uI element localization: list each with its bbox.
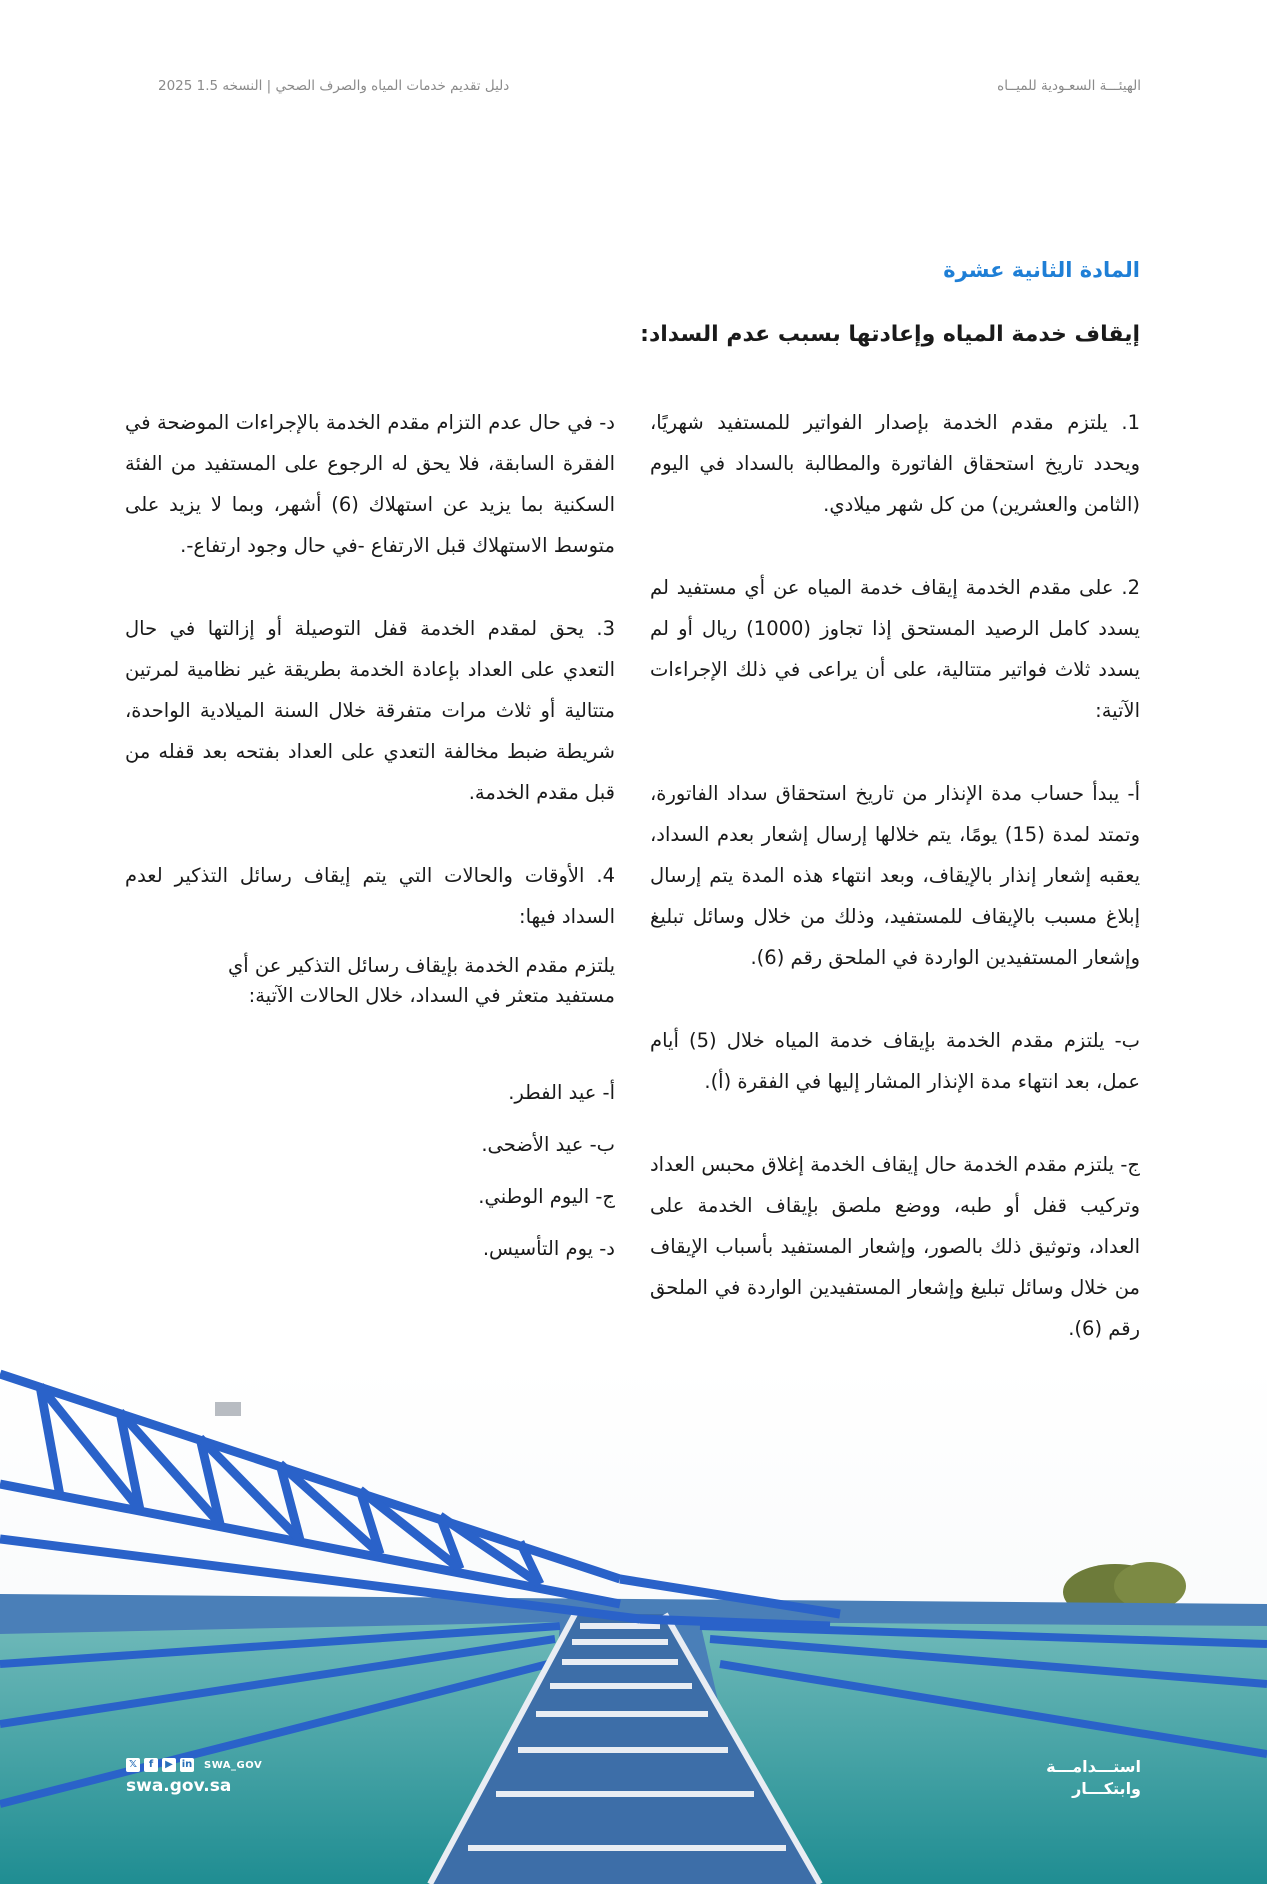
document-title: دليل تقديم خدمات المياه والصرف الصحي | النسخه 1.5 2025: [158, 78, 510, 94]
paragraph-2c: ج- يلتزم مقدم الخدمة حال إيقاف الخدمة إغلاق محبس العداد وتركيب قفل أو طبه، ووضع ملصق بإيقاف الخدمة على العداد، وتوثيق ذلك بالصور، وإشعار المستفيد بأسباب الإيقاف من خلال وسائل تبليغ وإشعار المستفيدين الواردة في الملحق رقم (6).: [650, 1153, 1140, 1340]
article-subtitle: إيقاف خدمة المياه وإعادتها بسبب عدم السداد:: [640, 322, 1140, 347]
org-name: الهيئـــة السعـودية للميــاه: [997, 78, 1141, 94]
website-link[interactable]: swa.gov.sa: [126, 1776, 232, 1796]
paragraph-1: 1. يلتزم مقدم الخدمة بإصدار الفواتير للمستفيد شهريًا، ويحدد تاريخ استحقاق الفاتورة والمطالبة بالسداد في اليوم (الثامن والعشرين) من كل شهر ميلادي.: [650, 411, 1140, 516]
youtube-icon[interactable]: ▶: [162, 1758, 176, 1772]
paragraph-2d: د- في حال عدم التزام مقدم الخدمة بالإجراءات الموضحة في الفقرة السابقة، فلا يحق له الرجوع على المستفيد من الفئة السكنية بما يزيد عن استهلاك (6) أشهر، وبما لا يزيد على متوسط الاستهلاك قبل الارتفاع -في حال وجود ارتفاع-.: [125, 411, 615, 557]
social-links: [126, 1758, 262, 1772]
paragraph-2: 2. على مقدم الخدمة إيقاف خدمة المياه عن أي مستفيد لم يسدد كامل الرصيد المستحق إذا تجاوز (1000) ريال أو لم يسدد ثلاث فواتير متتالية، على أن يراعى في ذلك الإجراءات الآتية:: [650, 576, 1140, 722]
linkedin-icon[interactable]: in: [181, 1759, 193, 1770]
slogan-line-1: استـــدامـــة: [1046, 1757, 1141, 1776]
holiday-list: [125, 1067, 615, 1275]
social-handle[interactable]: SWA_GOV: [204, 1759, 263, 1771]
paragraph-2a: أ- يبدأ حساب مدة الإنذار من تاريخ استحقاق سداد الفاتورة، وتمتد لمدة (15) يومًا، يتم خلالها إرسال إشعار بعدم السداد، يعقبه إشعار إنذار بالإيقاف، وبعد انتهاء هذه المدة يتم إرسال إبلاغ مسبب بالإيقاف للمستفيد، وذلك من خلال وسائل تبليغ وإشعار المستفيدين الواردة في الملحق رقم (6).: [650, 782, 1140, 969]
slogan-line-2: وابتكـــار: [1072, 1779, 1141, 1798]
paragraph-2b: ب- يلتزم مقدم الخدمة بإيقاف خدمة المياه خلال (5) أيام عمل، بعد انتهاء مدة الإنذار المشار إليها في الفقرة (أ).: [650, 1029, 1140, 1093]
page-header: [158, 78, 1141, 102]
list-item: ج- اليوم الوطني.: [478, 1185, 615, 1208]
x-icon[interactable]: 𝕏: [126, 1758, 140, 1772]
slogan: [1046, 1756, 1141, 1800]
water-treatment-photo: [0, 1364, 1267, 1884]
paragraph-4: 4. الأوقات والحالات التي يتم إيقاف رسائل التذكير لعدم السداد فيها:: [125, 864, 615, 928]
paragraph-4-note: يلتزم مقدم الخدمة بإيقاف رسائل التذكير عن أي مستفيد متعثر في السداد، خلال الحالات الآتية:: [228, 954, 615, 1007]
right-column: [650, 402, 1140, 1391]
left-column: [125, 402, 615, 1275]
footer-contact: [126, 1758, 262, 1796]
article-title: المادة الثانية عشرة: [943, 258, 1140, 282]
list-item: ب- عيد الأضحى.: [481, 1133, 615, 1156]
facebook-icon[interactable]: f: [144, 1758, 158, 1772]
paragraph-3: 3. يحق لمقدم الخدمة قفل التوصيلة أو إزالتها في حال التعدي على العداد بإعادة الخدمة بطريقة غير نظامية لمرتين متتالية أو ثلاث مرات متفرقة خلال السنة الميلادية الواحدة، شريطة ضبط مخالفة التعدي على العداد بفتحه بعد قفله من قبل مقدم الخدمة.: [125, 617, 615, 804]
list-item: د- يوم التأسيس.: [482, 1237, 615, 1260]
list-item: أ- عيد الفطر.: [508, 1081, 615, 1104]
